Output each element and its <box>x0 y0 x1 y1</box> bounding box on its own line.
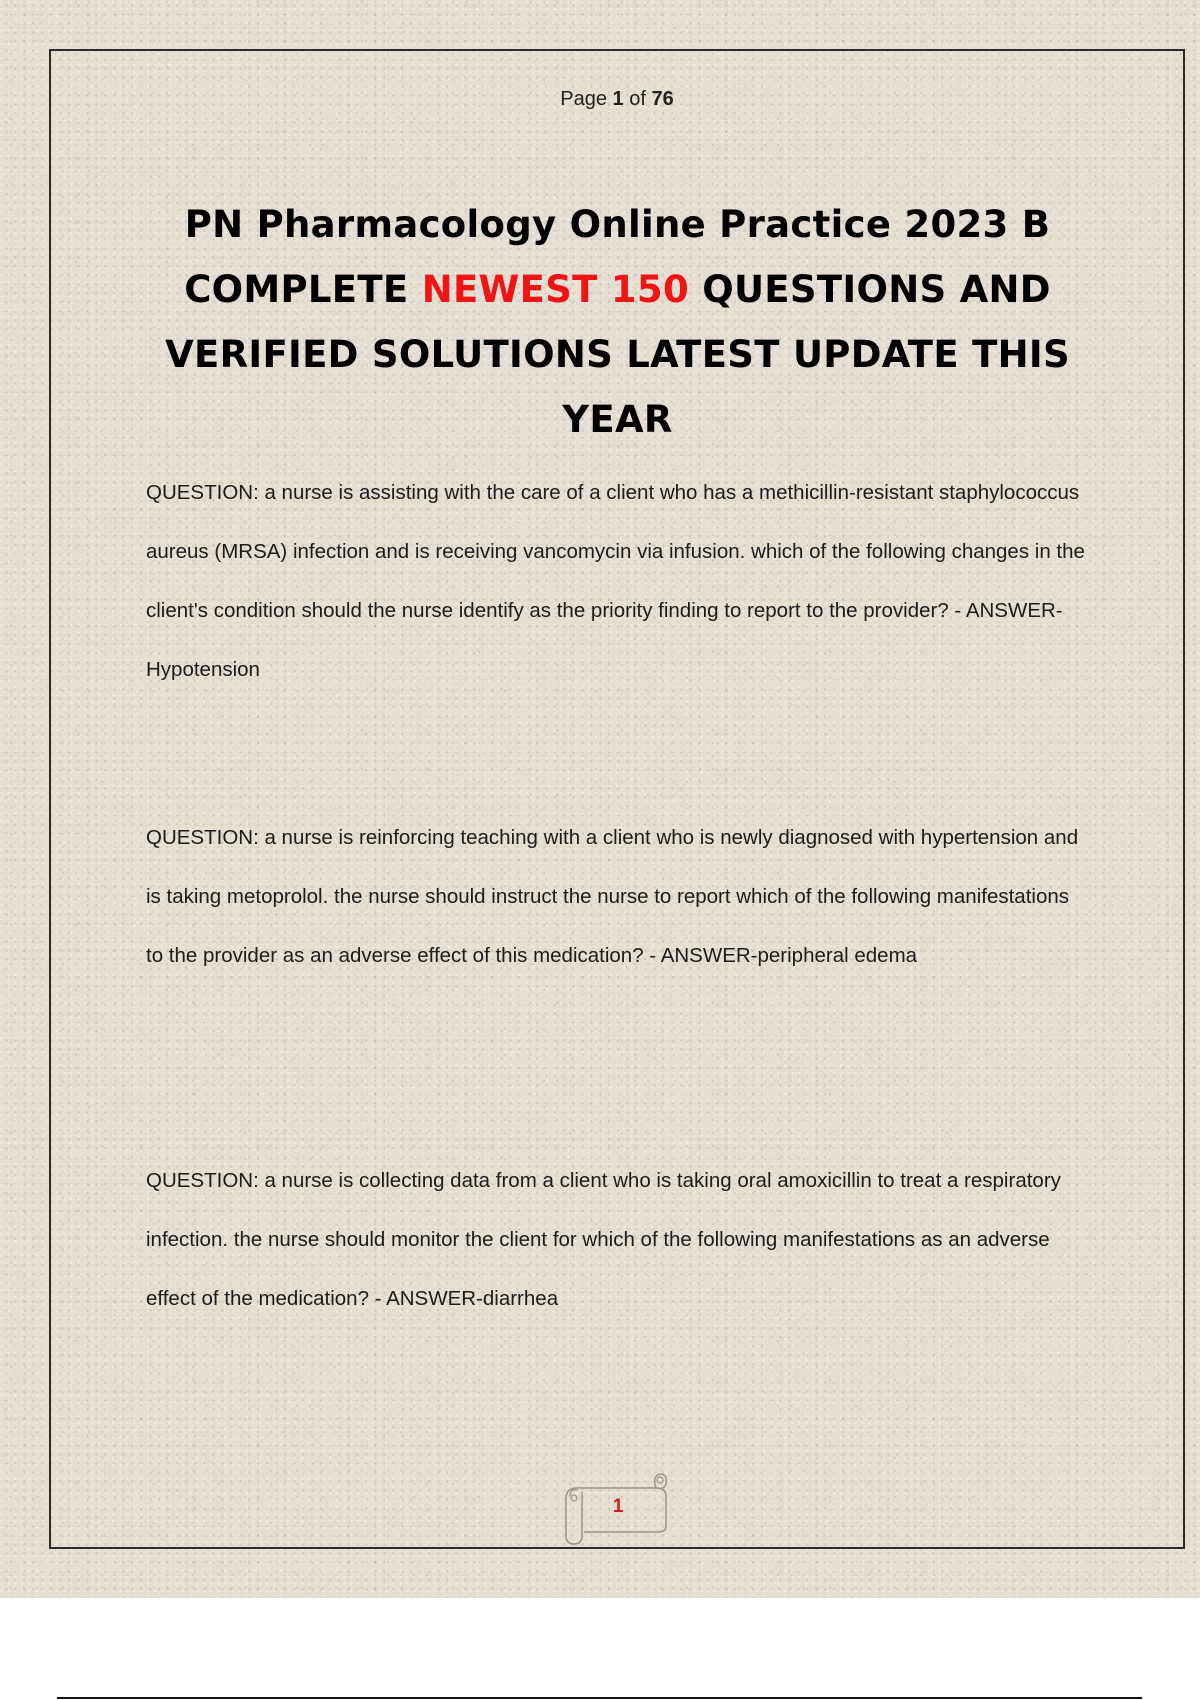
bottom-divider <box>57 1697 1142 1699</box>
question-answer-3: QUESTION: a nurse is collecting data from a client who is taking oral amoxicillin to treat a respiratory infection. the nurse should monitor the client for which of the following manifestations as an adverse effect of the medication? - ANSWER-diarrhea <box>146 1169 1061 1310</box>
title-part-2: QUESTIONS AND VERIFIED SOLUTIONS LATEST UPDATE THIS YEAR <box>165 268 1070 441</box>
title-part-1: PN Pharmacology Online Practice 2023 B COMPLETE <box>184 203 1051 311</box>
question-answer-2: QUESTION: a nurse is reinforcing teaching with a client who is newly diagnosed with hypertension and is taking metoprolol. the nurse should instruct the nurse to report which of the following manifestations to the provider as an adverse effect of this medication? - ANSWER-peripheral edema <box>146 826 1079 967</box>
of-word: of <box>629 88 646 110</box>
question-answer-1: QUESTION: a nurse is assisting with the care of a client who has a methicillin-resistant staphylococcus aureus (MRSA) infection and is receiving vancomycin via infusion. which of the following changes in the client's condition should the nurse identify as the priority finding to report to the provider? - ANSWER-Hypotension <box>146 481 1085 681</box>
page-counter <box>0 88 1200 111</box>
document-title <box>130 192 1105 452</box>
total-page-count: 76 <box>651 88 674 110</box>
title-highlight: NEWEST 150 <box>421 268 690 311</box>
page-word: Page <box>560 88 607 110</box>
footer-page-number: 1 <box>612 1496 624 1517</box>
current-page-number: 1 <box>612 88 624 110</box>
